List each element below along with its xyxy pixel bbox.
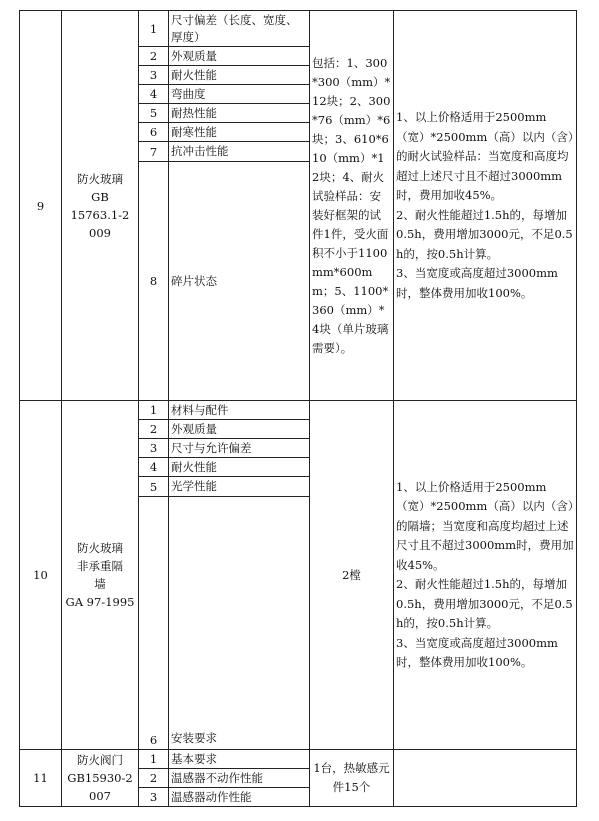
item-index: 5 [139,477,169,497]
item-index: 3 [139,439,169,458]
item-index: 3 [139,66,169,85]
product-name-line: 非承重隔 [77,559,123,573]
item-index: 1 [139,11,169,47]
remarks-cell [394,750,577,807]
remark-line: 3、当宽度或高度超过3000mm时，整体费用加收100%。 [396,635,558,669]
item-index: 2 [139,420,169,439]
item-name: 弯曲度 [169,85,310,104]
remark-line: 2、耐火性能超过1.5h的，每增加0.5h，费用增加3000元，不足0.5h的，按0.5h计算。 [396,207,573,261]
item-name: 耐火性能 [169,458,310,477]
product-name-line: 防火玻璃 [77,171,123,186]
item-name: 温感器不动作性能 [169,769,310,788]
product-name-cell [62,401,139,750]
product-name-line: GA 97-1995 [65,595,135,609]
table-row-9-item-1 [20,11,577,47]
item-index: 3 [139,788,169,807]
remark-line: 2、耐火性能超过1.5h的，每增加0.5h，费用增加3000元，不足0.5h的，按0.5h计算。 [396,577,573,630]
item-name: 外观质量 [169,47,310,66]
item-index: 4 [139,85,169,104]
item-name: 安装要求 [169,497,310,750]
item-name: 尺寸偏差（长度、宽度、厚度） [169,11,310,47]
row-number: 9 [20,11,62,401]
product-name-line: 007 [89,789,111,803]
item-index: 6 [139,497,169,750]
table-row-10-item-1 [20,401,577,420]
product-name-line: GB15930-2 [67,771,133,785]
product-name-cell [62,11,139,401]
item-name: 外观质量 [169,420,310,439]
row-number: 10 [20,401,62,750]
product-name-line: 009 [89,225,111,240]
sample-requirement: 2樘 [310,401,394,750]
product-name-cell [62,750,139,807]
product-name-line: 墙 [94,577,106,591]
item-name: 光学性能 [169,477,310,497]
item-name: 耐寒性能 [169,123,310,142]
sample-requirement: 1台，热敏感元件15个 [310,750,394,807]
test-items-table [19,10,577,807]
sample-requirement: 包括：1、300*300（mm）*12块；2、300*76（mm）*6块；3、610*610（mm）*12块；4、耐火试验样品：安装好框架的试件1件，受火面积不小于1100mm*600mm；5、1100*360（mm）*4块（单片玻璃需要）。 [310,11,394,401]
remark-line: 3、当宽度或高度超过3000mm时，整体费用加收100%。 [396,266,558,300]
item-index: 6 [139,123,169,142]
item-name: 抗冲击性能 [169,142,310,162]
remarks-cell [394,401,577,750]
table-row-11-item-1 [20,750,577,769]
item-index: 2 [139,769,169,788]
remarks-cell [394,11,577,401]
item-index: 1 [139,401,169,420]
item-index: 7 [139,142,169,162]
item-name: 尺寸与允许偏差 [169,439,310,458]
item-index: 2 [139,47,169,66]
remark-line: 1、以上价格适用于2500mm（宽）*2500mm（高）以内（含）的隔墙；当宽度和高度均超过上述尺寸且不超过3000mm时，费用加收45%。 [396,479,574,572]
item-name: 材料与配件 [169,401,310,420]
item-index: 4 [139,458,169,477]
remark-line: 1、以上价格适用于2500mm（宽）*2500mm（高）以内（含）的耐火试验样品：当宽度和高度均超过上述尺寸且不超过3000mm时，费用加收45%。 [396,110,574,202]
item-name: 温感器动作性能 [169,788,310,807]
item-index: 8 [139,162,169,401]
item-name: 耐火性能 [169,66,310,85]
item-index: 1 [139,750,169,769]
item-index: 5 [139,104,169,123]
product-name-line: GB [91,189,109,204]
row-number: 11 [20,750,62,807]
product-name-line: 15763.1-2 [70,207,130,222]
product-name-line: 防火阀门 [77,753,123,767]
product-name-line: 防火玻璃 [77,541,123,555]
item-name: 基本要求 [169,750,310,769]
item-name: 耐热性能 [169,104,310,123]
item-name: 碎片状态 [169,162,310,401]
